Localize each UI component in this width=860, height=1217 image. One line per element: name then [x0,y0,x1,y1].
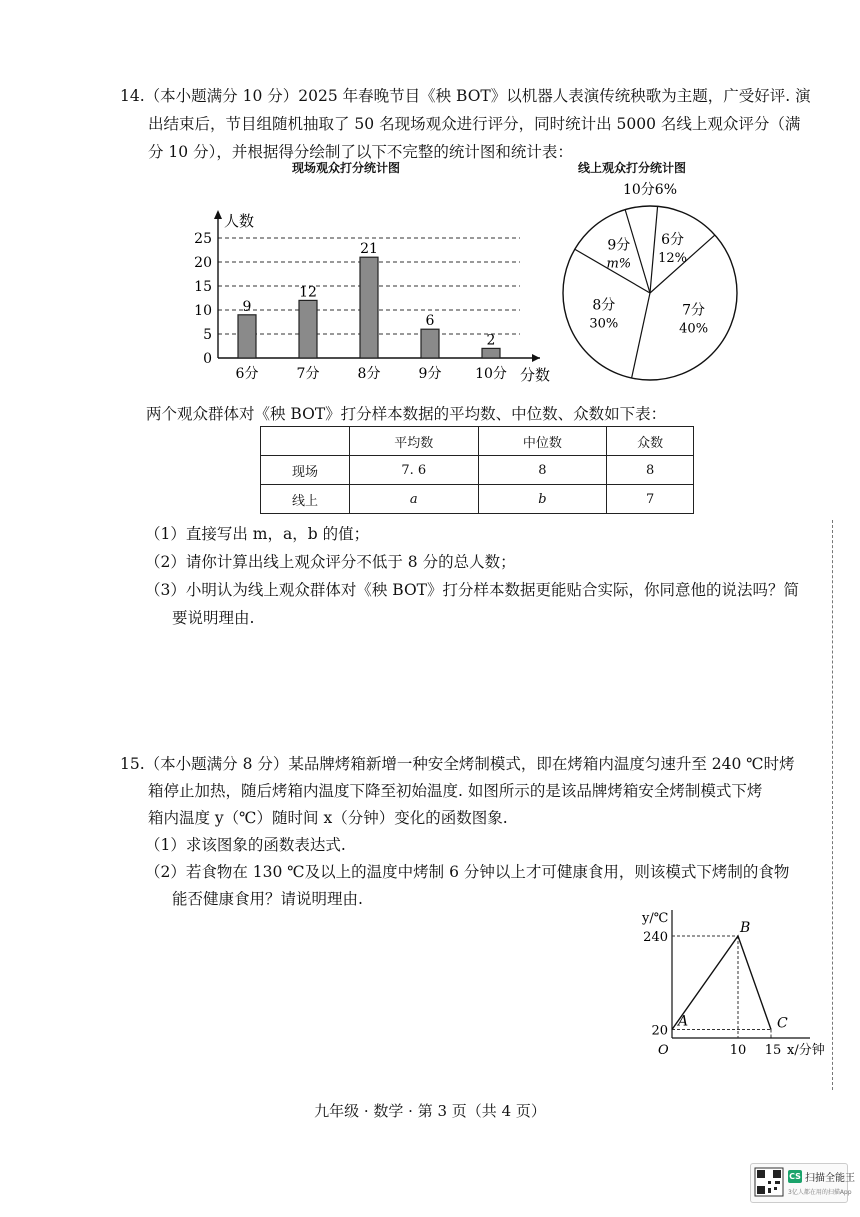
bar-value-label: 9 [242,298,252,315]
q14-line-2: 出结束后，节目组随机抽取了 50 名现场观众进行评分，同时统计出 5000 名线上观众评分（满 [148,115,801,133]
y-tick-label: 10 [194,303,212,319]
bar [421,329,439,358]
qr-code-icon [755,1168,783,1196]
table-row [261,485,694,514]
x-tick-label: 10 [729,1043,747,1058]
margin-dashed-line [832,520,833,1090]
table-header-row [261,427,694,456]
pie-slice-label: 7分 [682,302,706,319]
bar-chart [190,200,560,390]
x-tick-label: 15 [764,1043,782,1058]
table-header-median: 中位数 [478,427,607,456]
bar-value-label: 12 [299,284,317,301]
table-header-mean: 平均数 [350,427,479,456]
pie-slice-label: 9分 [607,237,631,254]
bar-value-label: 2 [486,332,496,349]
point-label: B [740,920,751,936]
y-tick-label: 20 [651,1023,668,1039]
q14-line-3: 分 10 分），并根据得分绘制了以下不完整的统计图和统计表： [148,143,573,161]
bar [299,300,317,358]
x-tick-label: 8分 [357,366,381,382]
y-tick-label: 20 [194,255,212,271]
q14-question-3: （3）小明认为线上观众群体对《秧 BOT》打分样本数据更能贴合实际，你同意他的说法吗？简 [145,581,800,599]
q15-line-3: 箱内温度 y（℃）随时间 x（分钟）变化的函数图象. [148,809,508,827]
badge-title: 扫描全能王 [805,1173,855,1184]
bar [482,348,500,358]
bar [238,315,256,358]
badge-subtitle: 3亿人都在用的扫描App [788,1189,852,1196]
y-axis-arrow [214,210,222,219]
q14-question-3-cont: 要说明理由. [172,609,255,627]
point-label: C [777,1015,788,1032]
y-axis-label: 人数 [224,212,255,230]
pie-outside-label: 10分6% [622,182,678,198]
bar-value-label: 21 [360,241,378,258]
pie-chart [555,175,765,385]
x-tick-label: 10分 [475,366,507,382]
pie-slice-percent: 12% [658,250,688,266]
y-tick-label: 240 [643,930,668,945]
q15-line-1: 15.（本小题满分 8 分）某品牌烤箱新增一种安全烤制模式，即在烤箱内温度匀速升至 240 ℃时烤 [120,755,795,773]
x-axis-label: x/分钟 [787,1043,825,1058]
page-footer: 九年级 · 数学 · 第 3 页（共 4 页） [314,1102,546,1120]
q15-question-1: （1）求该图象的函数表达式. [145,836,346,854]
q15-question-2: （2）若食物在 130 ℃及以上的温度中烤制 6 分钟以上才可健康食用，则该模式下烤制的食物 [145,863,790,881]
table-cell: 8 [478,456,607,485]
origin-label: O [658,1043,669,1058]
table-header-mode: 众数 [607,427,694,456]
y-tick-label: 15 [194,279,212,295]
pie-slice-percent: m% [606,256,632,272]
bar-value-label: 6 [425,313,435,330]
table-cell: a [350,485,479,514]
y-tick-label: 5 [203,327,212,343]
table-row [261,456,694,485]
table-intro: 两个观众群体对《秧 BOT》打分样本数据的平均数、中位数、众数如下表： [146,405,667,423]
pie-slice-percent: 40% [679,321,709,337]
x-tick-label: 9分 [418,366,442,382]
pie-chart-title: 线上观众打分统计图 [578,161,687,175]
q14-question-2: （2）请你计算出线上观众评分不低于 8 分的总人数； [145,553,516,571]
function-graph [630,900,825,1060]
q15-line-2: 箱停止加热，随后烤箱内温度下降至初始温度. 如图所示的是该品牌烤箱安全烤制模式下烤 [148,782,763,800]
y-tick-label: 0 [203,351,212,367]
x-axis-arrow [532,354,540,362]
table-cell: 8 [607,456,694,485]
q14-line-1: 14.（本小题满分 10 分）2025 年春晚节目《秧 BOT》以机器人表演传统秧歌为主题，广受好评. 演 [120,87,811,105]
x-tick-label: 7分 [296,366,320,382]
pie-slice-label: 6分 [661,231,685,248]
table-cell: 现场 [261,456,350,485]
x-tick-label: 6分 [235,366,259,382]
scanner-badge [750,1163,855,1203]
bar-chart-title: 现场观众打分统计图 [292,161,401,175]
table-cell: 7 [607,485,694,514]
table-cell: 线上 [261,485,350,514]
table-cell: 7. 6 [350,456,479,485]
y-axis-label: y/℃ [642,911,669,926]
point-label: A [678,1013,689,1030]
pie-slice-percent: 30% [589,316,619,332]
table-header-empty [261,427,350,456]
x-axis-label: 分数 [520,366,551,384]
pie-slice-label: 8分 [592,297,616,314]
q14-question-1: （1）直接写出 m，a，b 的值； [145,525,370,543]
stats-table [260,426,694,514]
q15-question-2-cont: 能否健康食用？请说明理由. [172,890,363,908]
bar [360,257,378,358]
table-cell: b [478,485,607,514]
cs-logo: CS [789,1172,801,1181]
y-tick-label: 25 [194,231,212,247]
